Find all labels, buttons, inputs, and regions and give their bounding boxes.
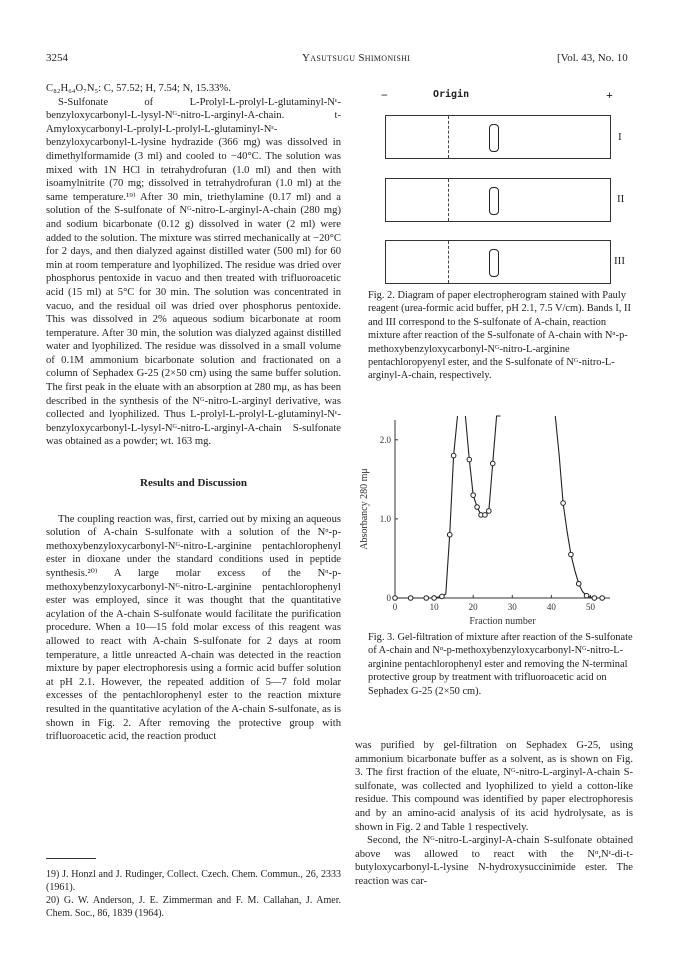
y-tick-label: 1.0 [379, 513, 391, 524]
origin-line [448, 179, 449, 221]
x-tick-label: 10 [429, 602, 439, 612]
footnotes [46, 868, 341, 920]
page-number: 3254 [46, 52, 68, 64]
data-point [475, 505, 480, 510]
strip-label: III [614, 255, 625, 267]
band-spot [489, 187, 499, 215]
data-point [440, 594, 445, 599]
data-point [584, 593, 589, 598]
electrophoresis-strip [385, 115, 611, 159]
strip-label: II [617, 193, 625, 205]
y-axis-label: Absorbancy 280 mμ [359, 468, 370, 550]
electrophoresis-strip [385, 240, 611, 284]
strip-label: I [618, 131, 622, 143]
footnote-20: 20) G. W. Anderson, J. E. Zimmerman and F. M. Callahan, J. Amer. Chem. Soc., 86, 1839 (1964). [46, 895, 341, 919]
absorbance-line [465, 416, 500, 515]
band-spot [489, 249, 499, 277]
data-point [393, 596, 398, 601]
footnote-19: 19) J. Honzl and J. Rudinger, Collect. Czech. Chem. Commun., 26, 2333 (1961). [46, 869, 341, 893]
data-point [408, 596, 413, 601]
y-tick-label: 0 [386, 593, 391, 603]
formula-line: C₈₂H₆₄O₇N₅: C, 57.52; H, 7.54; N, 15.33%. [46, 83, 231, 94]
x-tick-label: 40 [546, 602, 556, 612]
data-point [451, 453, 456, 458]
left-column [46, 82, 341, 744]
synthesis-paragraph: S-Sulfonate of L-Prolyl-L-prolyl-L-glutaminyl-Nᵋ-benzyloxycarbonyl-L-lysyl-Nᴳ-nitro-L-arginyl-A-chain. t-Amyloxycarbonyl-L-prolyl-L-prolyl-L-glutaminyl-Nᵋ-benzyloxycarbonyl-L-lysine hydrazide (366 mg) was dissolved in dimethylformamide (3 ml) and cooled to −40°C. The solution was mixed with 1N HCl in tetrahydrofuran (1.0 ml) and then with isoamylnitrite (70 mg; dissolved in tetrahydrofuran (1.0 ml) at the same temperature.¹⁹⁾ After 30 min, triethylamine (0.17 ml) and a solution of the S-sulfonate of Nᴳ-nitro-L-arginyl-A-chain (280 mg) and sodium bicarbonate (0.12 g) dissolved in water (2 ml) were added to the solution. The mixture was stirred mechanically at −20°C for 2 days, and then dialyzed against distilled water (500 ml) for 60 min at room temperature and lyophilized. The residue was dried over phosphorus pentoxide in vacuo and then treated with trifluoroacetic acid (15 ml) at 5°C for 30 min. The solution was concentrated in vacuo, and the residual oil was dried over phosphorus pentoxide. This was dissolved in 2% aqueous sodium bicarbonate at room temperature. After 30 min, the solution was dialyzed against distilled water and lyophilized. The residue was dissolved in a small volume of 0.1M ammonium bicarbonate solution and fractionated on a column of Sephadex G-25 (2×50 cm) using the same buffer solution. The first peak in the eluate with an absorption at 280 mμ, as has been described in the synthesis of the Nᴳ-nitro-L-arginyl derivative, was collected and lyophilized. Thus L-prolyl-L-prolyl-L-glutaminyl-Nᵋ-benzyloxycarbonyl-L-lysyl-Nᴳ-nitro-L-arginyl-A-chain S-sulfonate was obtained as a powder; wt. 163 mg. [46, 96, 341, 448]
y-tick-label: 2.0 [379, 434, 391, 445]
data-point [576, 581, 581, 586]
right-paragraph-2: Second, the Nᴳ-nitro-L-arginyl-A-chain S-sulfonate obtained above was allowed to react with the Nᵅ,Nᵋ-di-t-butyloxycarbonyl-L-lysine N-hydroxysuccinimide ester. The reaction was car- [355, 835, 633, 887]
footnote-rule [46, 858, 96, 859]
data-point [600, 596, 605, 601]
right-column [355, 739, 633, 889]
data-point [447, 532, 452, 537]
data-point [432, 596, 437, 601]
fig3-caption: Fig. 3. Gel-filtration of mixture after reaction of the S-sulfonate of A-chain and Nᵅ-p-methoxybenzyloxycarbonyl-Nᴳ-nitro-L-arginine pentachlorophenyl ester and removing the N-terminal protective group by treatment with trifluoroacetic acid on Sephadex G-25 (2×50 cm). [368, 632, 633, 697]
data-point [592, 596, 597, 601]
data-point [471, 493, 476, 498]
electrophoresis-strip [385, 178, 611, 222]
data-point [483, 513, 488, 518]
fig2-caption: Fig. 2. Diagram of paper electropherogram stained with Pauly reagent (urea-formic acid buffer, pH 2.1, 7.5 V/cm). Bands I, II and III correspond to the S-sulfonate of A-chain, reaction mixture after reaction of the S-sulfonate of A-chain with Nᵅ-p-methoxybenzyloxycarbonyl-Nᴳ-nitro-L-arginine pentachloropyenyl ester, and the S-sulfonate of Nᴳ-nitro-L-arginyl-A-chain, respectively. [368, 290, 631, 382]
x-tick-label: 20 [468, 602, 478, 612]
fig2-plus: + [606, 88, 613, 102]
absorbance-line [555, 416, 602, 598]
data-point [569, 552, 574, 557]
origin-line [448, 241, 449, 283]
x-axis-label: Fraction number [469, 616, 536, 627]
band-spot [489, 124, 499, 152]
data-point [467, 457, 472, 462]
absorbance-line [395, 416, 458, 598]
results-paragraph: The coupling reaction was, first, carried out by mixing an aqueous solution of A-chain S-sulfonate with a solution of the Nᵅ-p-methoxybenzyloxycarbonyl-Nᴳ-nitro-L-arginine pentachlorophenyl ester in dioxane under the standard conditions used in peptide synthesis.²⁰⁾ A large molar excess of the Nᵅ-p-methoxybenzyloxycarbonyl-Nᴳ-nitro-L-arginine pentachlorophenyl ester was employed, since it was thought that the quantitative acylation of the A-chain S-sulfonate would facilitate the purification procedure. When a 10—15 fold molar excess of this reagent was allowed to react with A-chain S-sulfonate for 2 days at room temperature, a little unreacted A-chain was detected in the reaction mixture by paper electrophoresis using a formic acid buffer solution at pH 2.1. However, the repeated addition of 5—7 fold molar excesses of the pentachlorophenyl ester to the reaction mixture resulted in the quantitative acylation of the A-chain S-sulfonate, as is shown in Fig. 2. After removing the protective group with trifluoroacetic acid, the reaction product [46, 513, 341, 743]
section-title: Results and Discussion [140, 477, 247, 490]
volume-info: [Vol. 43, No. 10 [557, 52, 628, 64]
data-point [490, 461, 495, 466]
right-paragraph-1: was purified by gel-filtration on Sephadex G-25, using ammonium bicarbonate buffer as a solvent, as is shown on Fig. 3. The first fraction of the eluate, Nᴳ-nitro-L-arginyl-A-chain S-sulfonate, was collected and lyophilized to yield a cotton-like residue. This compound was identified by paper electrophoresis and by an amino-acid analysis of its acid hydrolysate, as is shown in Fig. 2 and Table 1 respectively. [355, 740, 633, 833]
data-point [561, 501, 566, 506]
fig2-origin-label: Origin [433, 89, 470, 100]
x-tick-label: 50 [585, 602, 595, 612]
origin-line [448, 116, 449, 158]
fig3-chart [355, 410, 635, 627]
data-point [487, 509, 492, 514]
data-point [424, 596, 429, 601]
fig2-minus: − [381, 88, 388, 102]
x-tick-label: 30 [507, 602, 517, 612]
running-author: Yasutsugu Shimonishi [302, 52, 411, 64]
x-tick-label: 0 [392, 602, 398, 612]
